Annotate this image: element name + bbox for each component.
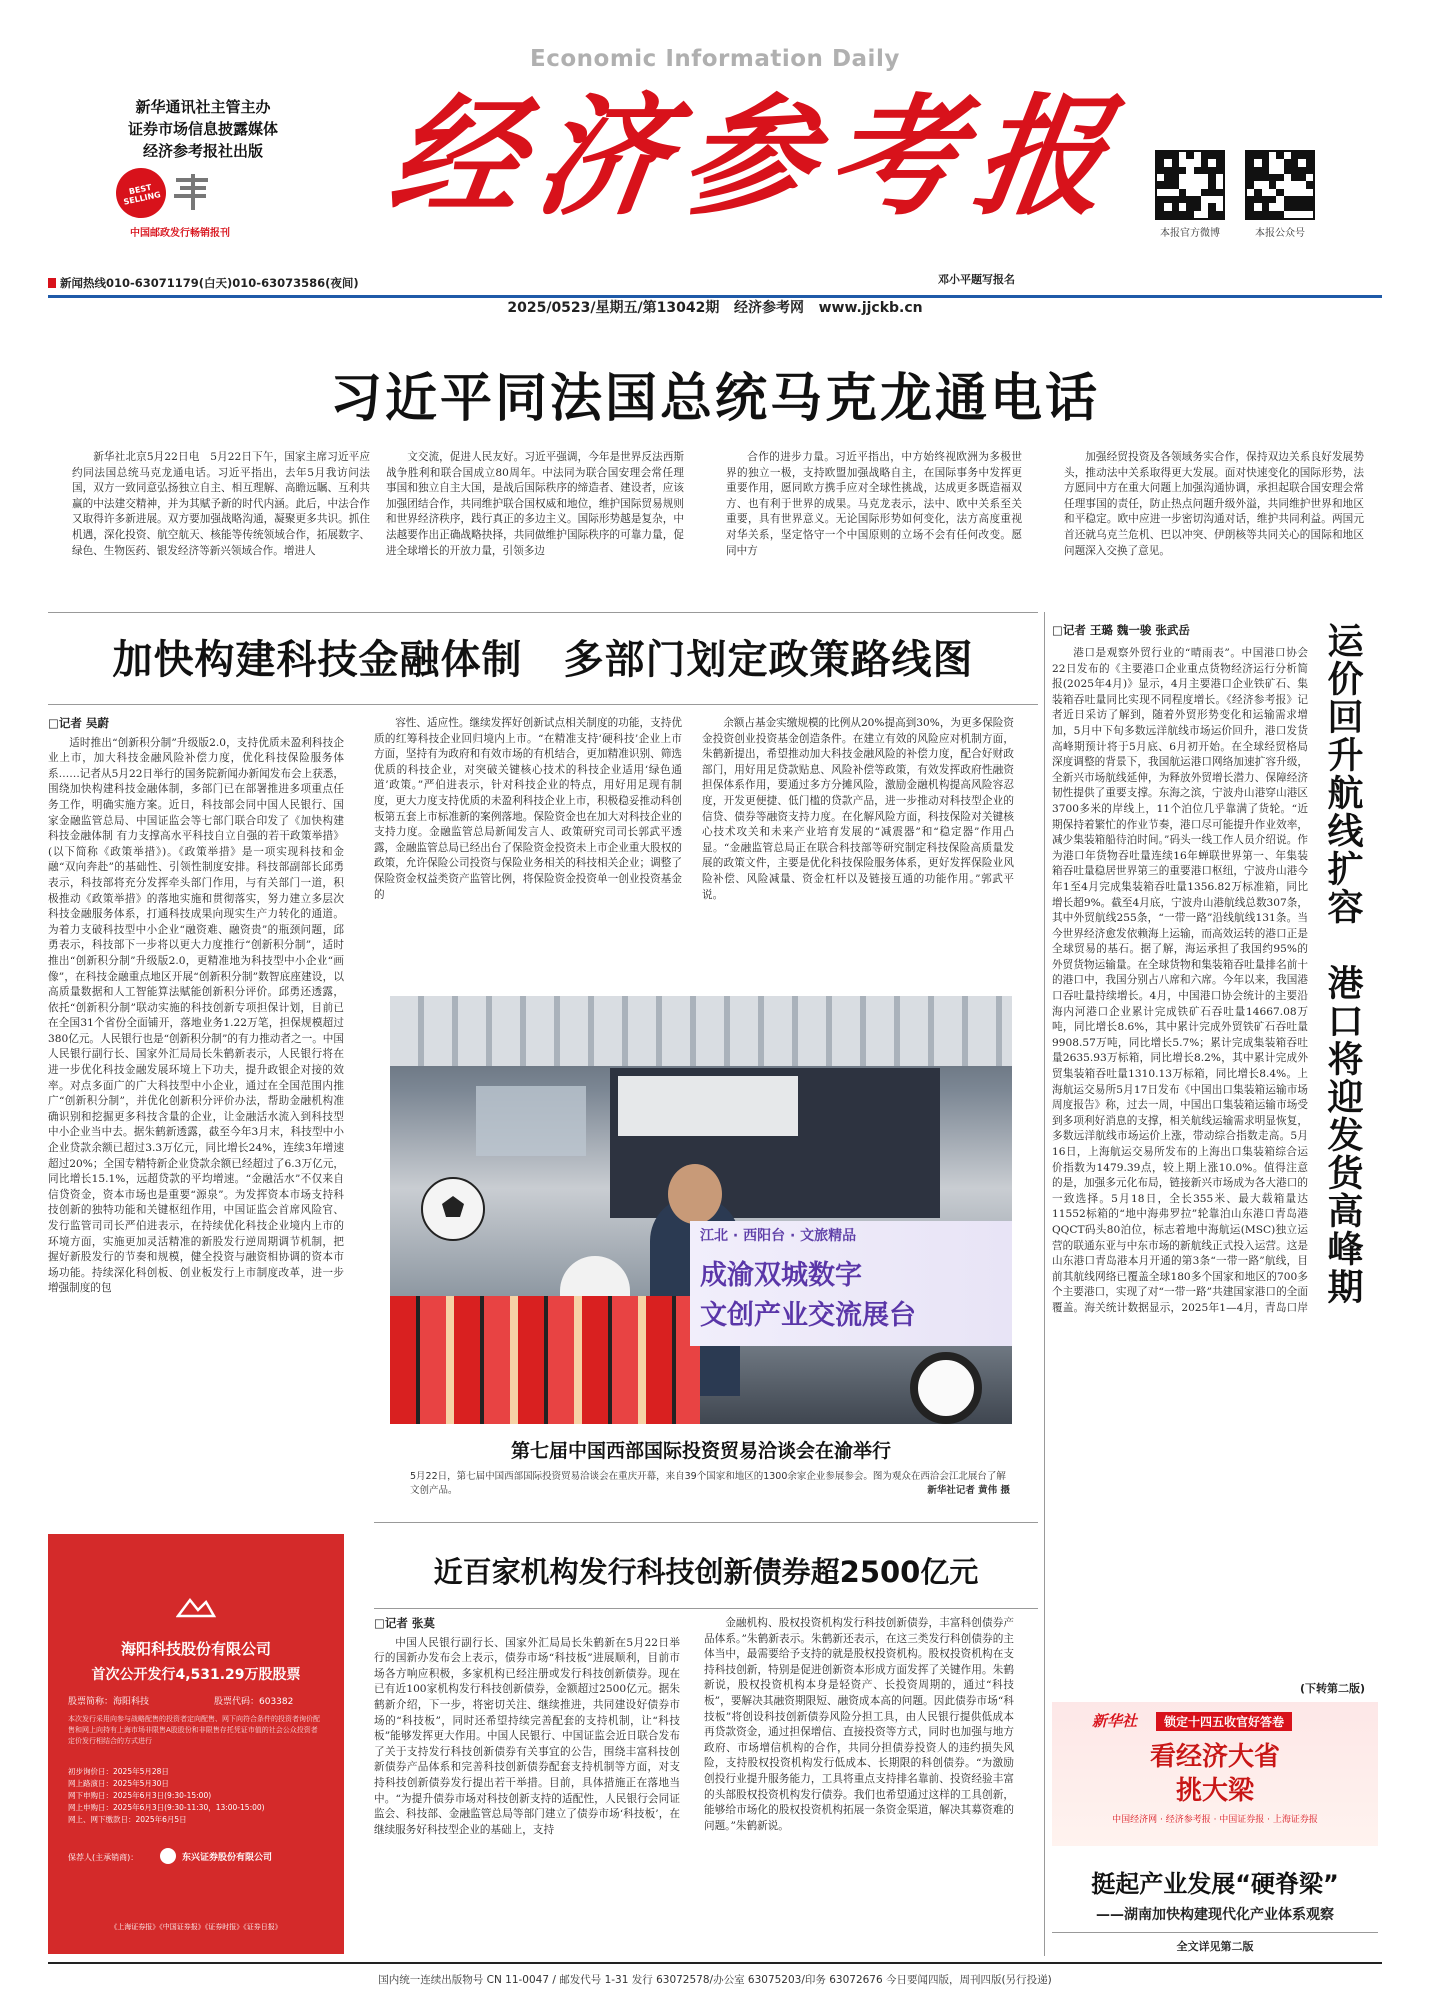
lead-col-2: 文交流，促进人民友好。习近平强调，今年是世界反法西斯战争胜利和联合国成立80周年。中法同为联合国安理会常任理事国和独立自主大国，是战后国际秩序的缔造者、建设者，应该加强团结合作，共同维护联合国权威和地位，维护国际贸易规则和世界经济秩序，践行真正的多边主义。国际形势越是复杂，中法越要作出正确战略抉择，共同做维护国际秩序的可靠力量，促进全球增长的开放力量，引领多边	[386, 451, 684, 557]
qr-module	[1262, 189, 1269, 196]
qr-module	[1208, 181, 1215, 188]
ipo-ad	[48, 1534, 344, 1954]
promo-rule	[1052, 1932, 1378, 1933]
qr-module	[1208, 203, 1215, 210]
qr-module	[1298, 189, 1305, 196]
calligraphy-credit: 邓小平题写报名	[938, 273, 1015, 286]
qr-module	[1208, 189, 1215, 196]
qr-module	[1179, 159, 1186, 166]
schedule-item: 网上、网下缴款日：2025年6月5日	[68, 1815, 187, 1824]
qr-module	[1284, 196, 1291, 203]
qr-module	[1201, 167, 1208, 174]
promo-line2: 挑大梁	[1175, 1776, 1254, 1806]
sidebar-headline: 运价回升航线扩容 港口将迎发货高峰期	[1322, 622, 1363, 1306]
qr-module	[1172, 167, 1179, 174]
qr-module	[1262, 181, 1269, 188]
qr-module	[1306, 203, 1313, 210]
hotline-marker	[48, 278, 56, 288]
hotline-bar	[48, 275, 1382, 291]
hotline-text: 新闻热线010-63071179(白天)010-63073586(夜间)	[60, 276, 359, 290]
qr-module	[1306, 181, 1313, 188]
issue-line	[0, 295, 1430, 315]
qr-module	[1284, 189, 1291, 196]
qr-module	[1262, 152, 1269, 159]
qr-module	[1254, 196, 1261, 203]
qr-module	[1164, 152, 1171, 159]
qr-module	[1179, 203, 1186, 210]
qr-module	[1186, 174, 1193, 181]
qr-module	[1269, 174, 1276, 181]
qr-module	[1284, 203, 1291, 210]
ad-offer: 首次公开发行4,531.29万股股票	[91, 1667, 301, 1683]
qr-module	[1157, 181, 1164, 188]
qr-module	[1216, 211, 1223, 218]
qr-module	[1269, 159, 1276, 166]
qr-module	[1284, 211, 1291, 218]
second-col-2: 容性、适应性。继续发挥好创新试点相关制度的功能，支持优质的红筹科技企业回归境内上市。“在精准支持‘硬科技’企业上市方面，坚持有为政府和有效市场的有机结合，更加精准识别、筛选优质的科技企业，对突破关键核心技术的科技企业适用‘绿色通道’政策。”严伯进表示，针对科技企业的特点，用好用足现有制度，更大力度支持优质的未盈利科技企业上市，积极稳妥推动科创板第五套上市标准新的案例落地。保险资金也在加大对科技企业的支持力度。金融监管总局新闻发言人、政策研究司司长郭武平透露，金融监管总局已经出台了保险资金投资未上市企业重大股权的政策，允许保险公司投资与保险业务相关的科技相关企业；调整了保险资金权益类资产监管比例，将保险资金投资单一创业投资基金的	[374, 717, 682, 901]
qr-module	[1254, 174, 1261, 181]
qr-module	[1164, 167, 1171, 174]
qr-module	[1284, 174, 1291, 181]
qr-module	[1201, 203, 1208, 210]
second-headline: 加快构建科技金融体制 多部门划定政策路线图	[112, 637, 974, 683]
qr-module	[1306, 211, 1313, 218]
exhibit-sign-line2: 文创产业交流展台	[700, 1300, 916, 1331]
qr-module	[1172, 181, 1179, 188]
ad-body: 本次发行采用向参与战略配售的投资者定向配售、网下向符合条件的投资者询价配售和网上向持有上海市场非限售A股股份和非限售存托凭证市值的社会公众投资者定价发行相结合的方式进行	[68, 1715, 320, 1745]
qr-module	[1186, 159, 1193, 166]
qr-module	[1269, 152, 1276, 159]
qr-module	[1291, 167, 1298, 174]
qr-module	[1262, 196, 1269, 203]
qr-module	[1157, 203, 1164, 210]
qr-module	[1194, 167, 1201, 174]
qr-module	[1254, 181, 1261, 188]
qr-module	[1247, 181, 1254, 188]
qr-module	[1172, 211, 1179, 218]
photo-bottom-rule	[374, 1522, 1038, 1523]
qr-module	[1208, 211, 1215, 218]
qr-module	[1291, 196, 1298, 203]
lead-bottom-rule	[48, 612, 1038, 613]
qr-module	[1247, 203, 1254, 210]
qr-module	[1291, 152, 1298, 159]
qr-module	[1216, 196, 1223, 203]
qr-module	[1254, 211, 1261, 218]
qr-module	[1254, 159, 1261, 166]
qr-module	[1201, 211, 1208, 218]
english-title: Economic Information Daily	[530, 46, 900, 72]
qr-module	[1164, 203, 1171, 210]
masthead	[0, 0, 1430, 320]
sidebar-body-bottom	[1052, 1316, 1378, 1676]
qr-module	[1298, 196, 1305, 203]
promo-brand: 新华社	[1092, 1712, 1138, 1730]
qr-module	[1269, 181, 1276, 188]
qr-module	[1247, 189, 1254, 196]
qr-module	[1179, 181, 1186, 188]
chinese-title: 经济参考报	[381, 80, 1133, 233]
qr-module	[1284, 159, 1291, 166]
soccer-ball-icon	[420, 1176, 486, 1242]
qr-module	[1164, 159, 1171, 166]
qr-module	[1157, 167, 1164, 174]
qr-module	[1172, 159, 1179, 166]
second-col-1: □记者 吴蔚 适时推出“创新积分制”升级版2.0，支持优质未盈利科技企业上市，加大科技金融风险补偿力度，优化科技保险服务体系……记者从5月22日举行的国务院新闻办新闻发布会上获悉，围绕加快构建科技金融体制，多部门已在部署推进多项重点任务工作，明确实施方案。近日，科技部会同中国人民银行、国家金融监管总局、中国证监会等七部门联合印发了《加快构建科技金融体制 有力支撑高水平科技自立自强的若干政策举措》(以下简称《政策举措》)。《政策举措》是一项实现科技和金融“双向奔赴”的基础性、引领性制度安排。科技部副部长邱勇表示，科技部将充分发挥牵头部门作用，与有关部门一道，积极推动《政策举措》的落地实施和贯彻落实，努力建立多层次科技金融服务体系，打通科技成果向现实生产力转化的通道。为着力支破科技型中小企业“融资难、融资贵”的瓶颈问题，邱勇表示，科技部下一步将以更大力度推行“创新积分制”，适时推出“创新积分制”升级版2.0，更精准地为科技型中小企业“画像”，在科技金融重点地区开展“创新积分制”数智底座建设，以高质量数据和人工智能算法赋能创新积分评价。邱勇还透露，依托“创新积分制”联动实施的科技创新专项担保计划，目前已在全国31个省份全面铺开，落地业务1.22万笔，担保规模超过380亿元。人民银行也是“创新积分制”的有力推动者之一。中国人民银行副行长、国家外汇局局长朱鹤新表示，人民银行将在进一步优化科技金融发展环境上下功夫，提升政银企对接的效率。对点多面广的广大科技型中小企业，通过在全国范围内推广“创新积分制”，并优化创新积分评价办法，帮助金融机构准确识别和挖掘更多科技含量的企业，让金融活水流入到科技型中小企业当中去。据朱鹤新透露，截至今年3月末，科技型中小企业贷款余额已超过3.3万亿元，同比增长24%，连续3年增速超过20%；全国专精特新企业贷款余额已经超过了6.3万亿元，同比增长15.1%，远超贷款的平均增速。“金融活水”不仅来自信贷资金，资本市场也是重要“源泉”。为发挥资本市场支持科技创新的独特功能和关键枢纽作用，中国证监会首席风险官、发行监管司司长严伯进表示，在持续优化科技企业境内上市的环境方面，实施更加灵活精准的新股发行逆周期调节机制，把握好新股发行的节奏和规模，健全投资与融资相协调的资本市场功能。持续深化科创板、创业板发行上市制度改革，进一步增强制度的包	[48, 716, 344, 1295]
qr-module	[1291, 181, 1298, 188]
qr-module	[1269, 203, 1276, 210]
qr-module	[1172, 196, 1179, 203]
qr-module	[1201, 159, 1208, 166]
second-headline-rule	[48, 704, 1038, 705]
photo-title: 第七届中国西部国际投资贸易洽谈会在渝举行	[510, 1440, 891, 1462]
qr-module	[1276, 211, 1283, 218]
qr-module	[1276, 203, 1283, 210]
qr-module	[1247, 152, 1254, 159]
best-selling-badge	[111, 163, 170, 222]
qr-module	[1276, 167, 1283, 174]
qr-module	[1306, 196, 1313, 203]
footer-rule	[48, 1962, 1382, 1964]
qr-module	[1194, 159, 1201, 166]
qr-module	[1269, 211, 1276, 218]
qr-module	[1216, 152, 1223, 159]
ad-sponsor-label: 保荐人(主承销商)：	[68, 1853, 139, 1862]
qr-module	[1208, 167, 1215, 174]
qr-module	[1179, 167, 1186, 174]
footer-text: 国内统一连续出版物号 CN 11-0047 / 邮发代号 1-31 发行 63072578/办公室 63075203/印务 63072676 今日要闻四版，周刊四版(另行投递)	[378, 1974, 1052, 1986]
exhibit-sign-line1: 成渝双城数字	[700, 1260, 862, 1291]
qr-module	[1194, 152, 1201, 159]
qr-module	[1164, 174, 1171, 181]
qr-module	[1216, 167, 1223, 174]
qr-module	[1208, 174, 1215, 181]
ad-sponsor-logo-icon	[160, 1848, 176, 1864]
qr-module	[1186, 167, 1193, 174]
sidebar-byline: □记者 王璐 魏一骏 张武岳	[1052, 623, 1190, 637]
qr-module	[1254, 167, 1261, 174]
third-col-2: 金融机构、股权投资机构发行科技创新债券，丰富科创债券产品体系。”朱鹤新表示。朱鹤新还表示，在这三类发行科创债券的主体当中，最需要给予支持的就是股权投资机构。股权投资机构在支持科技创新，特别是促进创新资本形成方面发挥了关键作用。朱鹤新说，股权投资机构本身是轻资产、长投资周期的，通过“科技板”，要解决其融资期限短、融资成本高的问题。因此债券市场“科技板”将创设科技创新债券风险分担工具，由人民银行提供低成本再贷款资金，通过担保增信、直接投资等方式，同时也加强与地方政府、市场增信机构的合作，共同分担债券投资人的违约损失风险，支持股权投资机构发行低成本、长期限的科创债券。“为激励创投行业提升服务能力，工具将重点支持排名靠前、投资经验丰富的头部股权投资机构发行债券。我们也希望通过这样的工具创新，能够给市场化的股权投资机构拓展一条资金渠道，解决其募资难的问题。”朱鹤新说。	[704, 1617, 1014, 1832]
qr-module	[1157, 189, 1164, 196]
qr-module	[1254, 189, 1261, 196]
qr-module	[1157, 159, 1164, 166]
best-selling-text: BEST SELLING	[122, 182, 162, 207]
qr-module	[1179, 189, 1186, 196]
promo-line1: 看经济大省	[1149, 1742, 1280, 1772]
lead-col-3: 合作的进步力量。习近平指出，中方始终视欧洲为多极世界的独立一极，支持欧盟加强战略自主，在国际事务中发挥更重要作用，愿同欧方携手应对全球性挑战，达成更多既造福双方、也有利于世界的成果。马克龙表示，法中、欧中关系至关重要，具有世界意义。无论国际形势如何变化，法方高度重视对华关系，坚定恪守一个中国原则的立场不会有任何改变。愿同中方	[726, 451, 1022, 557]
lead-col-1: 新华社北京5月22日电 5月22日下午，国家主席习近平应约同法国总统马克龙通电话。习近平指出，去年5月我访问法国，双方一致同意弘扬独立自主、相互理解、高瞻远瞩、互利共赢的中法建交精神，并为其赋予新的时代内涵。此后，中法合作又取得许多新进展。双方要加强战略沟通，凝聚更多共识。抓住机遇，深化投资、航空航天、核能等传统领域合作，拓展数字、绿色、生物医药、银发经济等新兴领域合作。增进人	[72, 451, 370, 557]
qr-module	[1164, 196, 1171, 203]
postal-logo	[110, 164, 250, 244]
qr-module	[1186, 181, 1193, 188]
promo-banner: 锁定十四五收官好答卷	[1156, 1712, 1292, 1731]
qr-module	[1306, 159, 1313, 166]
qr-module	[1179, 211, 1186, 218]
qr-module	[1216, 203, 1223, 210]
qr-module	[1298, 159, 1305, 166]
qr-module	[1208, 159, 1215, 166]
qr-module	[1208, 196, 1215, 203]
schedule-item: 网下申购日：2025年6月3日(9:30-15:00)	[68, 1791, 212, 1800]
qr-module	[1276, 196, 1283, 203]
qr-module	[1194, 174, 1201, 181]
qr-module	[1262, 203, 1269, 210]
promo-tags: 中国经济网 · 经济参考报 · 中国证券报 · 上海证券报	[1112, 1815, 1318, 1825]
qr-module	[1186, 196, 1193, 203]
qr-module	[1247, 196, 1254, 203]
qr-module	[1216, 174, 1223, 181]
postal-logo-text: 中国邮政发行畅销报刊	[130, 228, 230, 239]
qr-module	[1298, 203, 1305, 210]
qr-module	[1298, 181, 1305, 188]
qr-module	[1306, 152, 1313, 159]
qr-module	[1291, 174, 1298, 181]
qr-module	[1208, 152, 1215, 159]
qr-module	[1291, 203, 1298, 210]
sponsor-line: 经济参考报社出版	[142, 142, 263, 160]
qr-module	[1172, 189, 1179, 196]
qr-module	[1157, 152, 1164, 159]
ad-company: 海阳科技股份有限公司	[120, 1640, 271, 1658]
qr-module	[1201, 196, 1208, 203]
company-logo-icon	[176, 1596, 216, 1620]
promo-headline: 挺起产业发展“硬脊梁”	[1091, 1870, 1339, 1898]
third-headline-rule	[374, 1608, 1038, 1609]
third-col-1: □记者 张莫 中国人民银行副行长、国家外汇局局长朱鹤新在5月22日举行的国新办发布会上表示，债券市场“科技板”进展顺利，目前市场各方响应积极，多家机构已经注册或发行科技创新债券。现在已有近100家机构发行科技创新债券，金额超过2500亿元。据朱鹤新介绍，下一步，将密切关注、继续推进，共同建设好债券市场的“科技板”，同时还希望持续完善配套的支持机制，让“科技板”能够发挥更大作用。中国人民银行、中国证监会近日联合发布了关于支持发行科技创新债券有关事宜的公告，围绕丰富科技创新债券产品体系和完善科技创新债券配套支持机制等方面，对支持科技创新债券发行提出若干举措。目前，具体措施正在落地当中。“为提升债券市场对科技创新支持的适配性，人民银行会同证监会、科技部、金融监管总局等部门建立了债券市场‘科技板’，在继续服务好科技型企业的基础上，支持	[374, 1616, 680, 1836]
third-headline: 近百家机构发行科技创新债券超2500亿元	[433, 1555, 979, 1589]
qr-module	[1276, 189, 1283, 196]
qr-module	[1201, 189, 1208, 196]
weibo-qr-caption: 本报官方微博	[1160, 228, 1220, 239]
qr-module	[1306, 174, 1313, 181]
qr-module	[1186, 189, 1193, 196]
qr-module	[1194, 181, 1201, 188]
qr-module	[1186, 203, 1193, 210]
qr-module	[1269, 189, 1276, 196]
qr-module	[1291, 211, 1298, 218]
qr-module	[1269, 196, 1276, 203]
qr-module	[1276, 181, 1283, 188]
qr-module	[1157, 211, 1164, 218]
site-name: 经济参考网	[733, 300, 804, 316]
qr-module	[1276, 174, 1283, 181]
qr-module	[1276, 152, 1283, 159]
qr-module	[1262, 174, 1269, 181]
qr-module	[1298, 174, 1305, 181]
ad-sponsor: 东兴证券股份有限公司	[182, 1853, 273, 1863]
qr-module	[1194, 211, 1201, 218]
qr-module	[1172, 152, 1179, 159]
qr-module	[1247, 167, 1254, 174]
doll-row	[390, 1296, 700, 1424]
qr-module	[1179, 196, 1186, 203]
qr-module	[1216, 181, 1223, 188]
qr-module	[1179, 174, 1186, 181]
sidebar-continued: (下转第二版)	[1300, 1682, 1366, 1695]
qr-module	[1194, 196, 1201, 203]
photo-credit: 新华社记者 黄伟 摄	[927, 1485, 1010, 1496]
promo-box	[1052, 1702, 1378, 1846]
qr-module	[1276, 159, 1283, 166]
qr-module	[1291, 159, 1298, 166]
qr-module	[1164, 189, 1171, 196]
qr-module	[1262, 167, 1269, 174]
sidebar-rule	[1044, 612, 1045, 1956]
qr-module	[1284, 181, 1291, 188]
promo-see-also[interactable]: 全文详见第二版	[1176, 1940, 1254, 1953]
qr-module	[1201, 181, 1208, 188]
ad-schedule	[68, 1766, 324, 1826]
qr-module	[1179, 152, 1186, 159]
sponsor-line: 新华通讯社主管主办	[135, 98, 271, 116]
qr-module	[1247, 174, 1254, 181]
ad-stock-code: 股票代码：603382	[214, 1697, 294, 1707]
qr-module	[1157, 196, 1164, 203]
qr-module	[1306, 167, 1313, 174]
qr-module	[1201, 174, 1208, 181]
visitor-head	[668, 1164, 722, 1224]
news-photo	[390, 996, 1012, 1424]
qr-module	[1216, 159, 1223, 166]
photo-caption-text: 5月22日，第七届中国西部国际投资贸易洽谈会在重庆开幕，来自39个国家和地区的1300余家企业参展参会。图为观众在西洽会江北展台了解文创产品。	[410, 1471, 1006, 1496]
exhibit-sign	[690, 1221, 1012, 1346]
sponsor-block	[108, 96, 298, 162]
qr-module	[1172, 174, 1179, 181]
qr-module	[1298, 167, 1305, 174]
qr-module	[1254, 152, 1261, 159]
qr-module	[1247, 159, 1254, 166]
schedule-item: 初步询价日：2025年5月28日	[68, 1767, 169, 1776]
qr-module	[1172, 203, 1179, 210]
wechat-qr	[1245, 150, 1315, 220]
qr-module	[1254, 203, 1261, 210]
qr-module	[1201, 152, 1208, 159]
qr-module	[1269, 167, 1276, 174]
postal-emblem-icon	[170, 170, 216, 216]
qr-module	[1291, 189, 1298, 196]
qr-module	[1194, 203, 1201, 210]
qr-module	[1216, 189, 1223, 196]
schedule-item: 网上申购日：2025年6月3日(9:30-11:30，13:00-15:00)	[68, 1803, 265, 1812]
qr-module	[1186, 152, 1193, 159]
site-url[interactable]: www.jjckb.cn	[818, 300, 923, 316]
wechat-qr-caption: 本报公众号	[1255, 228, 1305, 239]
issue-date: 2025/0523/星期五/第13042期	[507, 300, 720, 316]
ad-footer: 《上海证券报》《中国证券报》《证券时报》《证券日报》	[110, 1923, 282, 1931]
qr-module	[1284, 167, 1291, 174]
second-byline: □记者 吴蔚	[48, 716, 109, 730]
ad-short-name: 股票简称：海阳科技	[68, 1697, 150, 1707]
second-col-3: 余额占基金实缴规模的比例从20%提高到30%，为更多保险资金投资创业投资基金创造条件。在建立有效的风险应对机制方面，朱鹤新提出，希望推动加大科技金融风险的补偿力度，配合好财政部门，用好用足贷款贴息、风险补偿等政策，有效发挥政府性融资担保体系作用，要通过多方分摊风险，激励金融机构提高风险容忍度，开发更便捷、低门槛的贷款产品，进一步推动对科技型企业的信贷、债券等融资支持力度。在化解风险方面，科技保险对关键核心技术攻关和未来产业培育发展的“减震器”和“稳定器”作用凸显。“金融监管总局正在联合科技部等研究制定科技保险高质量发展的政策文件，主要是优化科技保险服务体系，更好发挥保险业风险补偿、风险减量、资金杠杆以及链接互通的功能作用。”郭武平说。	[702, 717, 1014, 901]
photo-caption	[410, 1470, 1010, 1498]
qr-module	[1157, 174, 1164, 181]
exhibit-sign-small: 江北 · 西阳台 · 文旅精品	[700, 1228, 857, 1244]
lead-headline: 习近平同法国总统马克龙通电话	[329, 369, 1100, 429]
qr-module	[1262, 159, 1269, 166]
qr-module	[1186, 211, 1193, 218]
qr-module	[1306, 189, 1313, 196]
third-byline: □记者 张莫	[374, 1616, 435, 1630]
schedule-item: 网上路演日：2025年5月30日	[68, 1779, 169, 1788]
qr-module	[1298, 152, 1305, 159]
qr-module	[1164, 211, 1171, 218]
qr-module	[1194, 189, 1201, 196]
qr-module	[1247, 211, 1254, 218]
promo-subhead: ——湖南加快构建现代化产业体系观察	[1096, 1907, 1334, 1923]
lead-col-4: 加强经贸投资及各领域务实合作，保持双边关系良好发展势头，推动法中关系取得更大发展。面对快速变化的国际形势，法方愿同中方在重大问题上加强沟通协调，承担起联合国安理会常任理事国的责任，防止热点问题升级外溢，共同维护世界和地区和平稳定。欧中应进一步密切沟通对话，维护共同利益。两国元首还就乌克兰危机、巴以冲突、伊朗核等共同关心的国际和地区问题深入交换了意见。	[1064, 451, 1364, 557]
qr-module	[1284, 152, 1291, 159]
sidebar-body-top: 港口是观察外贸行业的“晴雨表”。中国港口协会22日发布的《主要港口企业重点货物经济运行分析简报(2025年4月)》显示，4月主要港口企业铁矿石、集装箱吞吐量同比实现不同程度增长。《经济参考报》记者近日采访了解到，随着外贸形势变化和运输需求增加，5月中下旬多数远洋航线市场运价回升，港口发货高峰期预计将于5月底、6月初开始。在全球经贸格局深度调整的背景下，我国航运港口网络加速扩容升级，全新兴市场航线延伸，为释放外贸增长潜力、保障经济韧性提供了重要支撑。东海之滨，宁波舟山港穿山港区3700多米的岸线上，11个泊位几乎靠满了货轮。“近期保持着繁忙的作业节奏，港口尽可能提升作业效率，减少集装箱船待泊时间。”码头一线工作人员介绍说。作为港口年货物吞吐量连续16年蝉联世界第一、年集装箱吞吐量稳居世界第三的重要港口枢纽，宁波舟山港今年1至4月完成集装箱吞吐量1356.82万标准箱，同比增长超9%。截至4月底，宁波舟山港航线总数307条，其中外贸航线255条，“一带一路”沿线航线131条。当今世界经济愈发依赖海上运输，而高效运转的港口正是全球贸易的基石。据了解，海运承担了我国约95%的外贸货物运输量。在全球货物和集装箱吞吐量排名前十的港口中，我国分别占八席和六席。今年以来，我国港口吞吐量持续增长。4月，中国港口协会统计的主要沿海内河港口企业累计完成铁矿石吞吐量14667.08万吨，同比增长8.6%，其中累计完成外贸铁矿石吞吐量9908.57万吨，同比增长5.7%；累计完成集装箱吞吐量2635.93万标箱，同比增长8.2%，其中累计完成外贸集装箱吞吐量1310.13万标箱，同比增长8.4%。上海航运交易所5月17日发布《中国出口集装箱运输市场周度报告》称，过去一周，中国出口集装箱运输市场受到多项利好消息的支撑，相关航线运输需求明显恢复，多数远洋航线市场运价上涨，带动综合指数走高。5月16日，上海航运交易所发布的上海出口集装箱综合运价指数为1479.39点，较上期上涨10.0%。值得注意的是，加强多元化布局，链接新兴市场成为各大港口的一致选择。5月18日，全长355米、最大载箱量达11552标箱的“地中海弗罗拉”轮靠泊山东港口青岛港QQCT码头80泊位，标志着地中海航运(MSC)独立运营的联通东亚与中东市场的新航线正式投入运营。这是山东港口青岛港本月开通的第3条“一带一路”航线，目前其航线网络已覆盖全球180多个国家和地区的700多个主要港口，实现了对“一带一路”共建国家港口的全面覆盖。海关统计数据显示，2025年1—4月，青岛口岸	[1052, 647, 1308, 1314]
weibo-qr	[1155, 150, 1225, 220]
sponsor-line: 证券市场信息披露媒体	[127, 120, 278, 138]
panda-figure	[910, 1352, 982, 1424]
qr-module	[1262, 211, 1269, 218]
qr-module	[1298, 211, 1305, 218]
qr-module	[1164, 181, 1171, 188]
